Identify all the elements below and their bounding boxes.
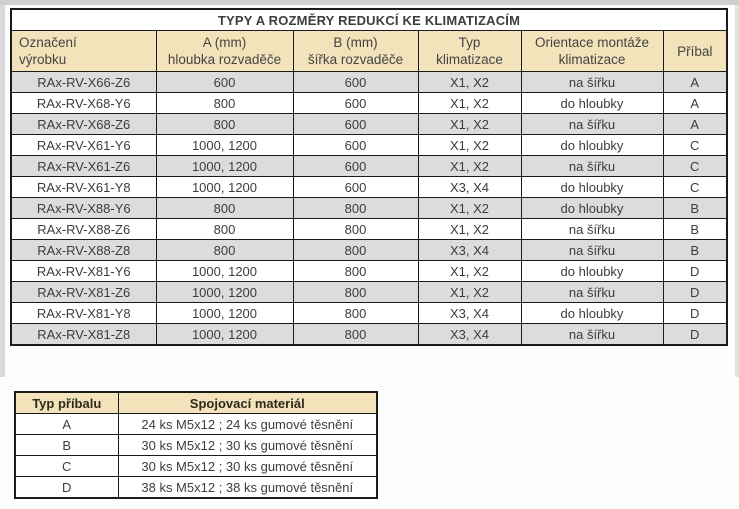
cell: na šířku	[521, 114, 663, 135]
cell: 600	[293, 72, 418, 93]
column-header-line: Typ	[458, 35, 481, 50]
cell: do hloubky	[521, 261, 663, 282]
cell: 800	[293, 198, 418, 219]
column-header	[521, 31, 663, 72]
column-header-line: klimatizace	[436, 52, 503, 67]
cell: X1, X2	[418, 114, 521, 135]
cell: 600	[293, 156, 418, 177]
cell: RAx-RV-X88-Z6	[11, 219, 156, 240]
cell: 800	[293, 219, 418, 240]
cell: 800	[156, 219, 293, 240]
cell: RAx-RV-X61-Y8	[11, 177, 156, 198]
cell: 1000, 1200	[156, 261, 293, 282]
cell: na šířku	[521, 72, 663, 93]
cell: X1, X2	[418, 219, 521, 240]
table-row	[11, 177, 727, 198]
column-header	[156, 31, 293, 72]
column-header-line: Příbal	[677, 43, 713, 59]
cell: B	[15, 435, 118, 456]
table-row	[11, 303, 727, 324]
cell: RAx-RV-X88-Z8	[11, 240, 156, 261]
cell: A	[663, 72, 727, 93]
cell: RAx-RV-X81-Z6	[11, 282, 156, 303]
cell: do hloubky	[521, 198, 663, 219]
cell: 38 ks M5x12 ; 38 ks gumové těsnění	[118, 477, 377, 499]
table-row	[11, 240, 727, 261]
screenshot-edge-right	[735, 5, 739, 377]
cell: X3, X4	[418, 177, 521, 198]
cell: RAx-RV-X68-Y6	[11, 93, 156, 114]
cell: 800	[156, 114, 293, 135]
cell: do hloubky	[521, 303, 663, 324]
cell: X1, X2	[418, 198, 521, 219]
cell: RAx-RV-X68-Z6	[11, 114, 156, 135]
cell: C	[663, 135, 727, 156]
column-header-line: A (mm)	[202, 35, 247, 50]
column-header	[11, 31, 156, 72]
cell: RAx-RV-X61-Y6	[11, 135, 156, 156]
cell: C	[15, 456, 118, 477]
column-header-line: B (mm)	[333, 35, 378, 50]
accessory-header-material: Spojovací materiál	[118, 392, 377, 414]
table-row	[11, 114, 727, 135]
accessory-table-body	[15, 414, 377, 499]
column-header-line: výrobku	[19, 52, 67, 67]
cell: 1000, 1200	[156, 303, 293, 324]
cell: RAx-RV-X66-Z6	[11, 72, 156, 93]
column-header	[418, 31, 521, 72]
accessory-pack-table	[14, 391, 378, 499]
accessory-header-row	[15, 392, 377, 414]
reducer-types-table	[10, 8, 728, 346]
accessory-row	[15, 456, 377, 477]
cell: na šířku	[521, 282, 663, 303]
table-row	[11, 135, 727, 156]
cell: 800	[156, 93, 293, 114]
main-header-row	[11, 31, 727, 72]
table-row	[11, 324, 727, 346]
column-header-line: klimatizace	[558, 52, 626, 67]
cell: na šířku	[521, 324, 663, 346]
accessory-row	[15, 414, 377, 435]
cell: B	[663, 219, 727, 240]
cell: A	[663, 93, 727, 114]
cell: D	[663, 261, 727, 282]
cell: X1, X2	[418, 72, 521, 93]
cell: B	[663, 198, 727, 219]
cell: 600	[293, 93, 418, 114]
cell: RAx-RV-X81-Y8	[11, 303, 156, 324]
cell: 800	[293, 261, 418, 282]
cell: X1, X2	[418, 93, 521, 114]
cell: 30 ks M5x12 ; 30 ks gumové těsnění	[118, 435, 377, 456]
table-row	[11, 156, 727, 177]
cell: na šířku	[521, 156, 663, 177]
table-row	[11, 93, 727, 114]
cell: 1000, 1200	[156, 177, 293, 198]
cell: 800	[293, 240, 418, 261]
table-row	[11, 219, 727, 240]
cell: 600	[156, 72, 293, 93]
cell: RAx-RV-X88-Y6	[11, 198, 156, 219]
cell: 1000, 1200	[156, 282, 293, 303]
table-row	[11, 198, 727, 219]
cell: 600	[293, 135, 418, 156]
cell: 600	[293, 177, 418, 198]
accessory-row	[15, 435, 377, 456]
cell: 800	[293, 324, 418, 346]
cell: RAx-RV-X81-Z8	[11, 324, 156, 346]
table-title-row	[11, 9, 727, 31]
accessory-row	[15, 477, 377, 499]
cell: X3, X4	[418, 324, 521, 346]
cell: X1, X2	[418, 261, 521, 282]
table-row	[11, 261, 727, 282]
column-header-line: Orientace montáže	[534, 35, 650, 50]
cell: D	[663, 324, 727, 346]
cell: D	[663, 303, 727, 324]
cell: RAx-RV-X61-Z6	[11, 156, 156, 177]
cell: X1, X2	[418, 135, 521, 156]
cell: X1, X2	[418, 282, 521, 303]
cell: 1000, 1200	[156, 324, 293, 346]
table-row	[11, 72, 727, 93]
cell: 24 ks M5x12 ; 24 ks gumové těsnění	[118, 414, 377, 435]
cell: na šířku	[521, 240, 663, 261]
screenshot-edge-top	[0, 0, 739, 5]
cell: 1000, 1200	[156, 156, 293, 177]
cell: na šířku	[521, 219, 663, 240]
accessory-header-type: Typ příbalu	[15, 392, 118, 414]
cell: X1, X2	[418, 156, 521, 177]
cell: C	[663, 177, 727, 198]
cell: D	[663, 282, 727, 303]
column-header-line: šířka rozvaděče	[307, 52, 404, 67]
cell: do hloubky	[521, 135, 663, 156]
cell: 30 ks M5x12 ; 30 ks gumové těsnění	[118, 456, 377, 477]
cell: 800	[293, 303, 418, 324]
column-header-line: Označení	[19, 35, 77, 50]
cell: D	[15, 477, 118, 499]
column-header	[293, 31, 418, 72]
cell: RAx-RV-X81-Y6	[11, 261, 156, 282]
column-header-line: hloubka rozvaděče	[167, 52, 282, 67]
cell: 800	[156, 240, 293, 261]
cell: 800	[293, 282, 418, 303]
cell: do hloubky	[521, 93, 663, 114]
table-row	[11, 282, 727, 303]
cell: C	[663, 156, 727, 177]
cell: X3, X4	[418, 303, 521, 324]
cell: B	[663, 240, 727, 261]
cell: 800	[156, 198, 293, 219]
main-table-body	[11, 72, 727, 346]
cell: A	[15, 414, 118, 435]
cell: X3, X4	[418, 240, 521, 261]
column-header	[663, 31, 727, 72]
cell: A	[663, 114, 727, 135]
cell: 600	[293, 114, 418, 135]
cell: 1000, 1200	[156, 135, 293, 156]
table-title: TYPY A ROZMĚRY REDUKCÍ KE KLIMATIZACÍM	[11, 9, 727, 31]
cell: do hloubky	[521, 177, 663, 198]
screenshot-edge-left	[0, 5, 5, 377]
